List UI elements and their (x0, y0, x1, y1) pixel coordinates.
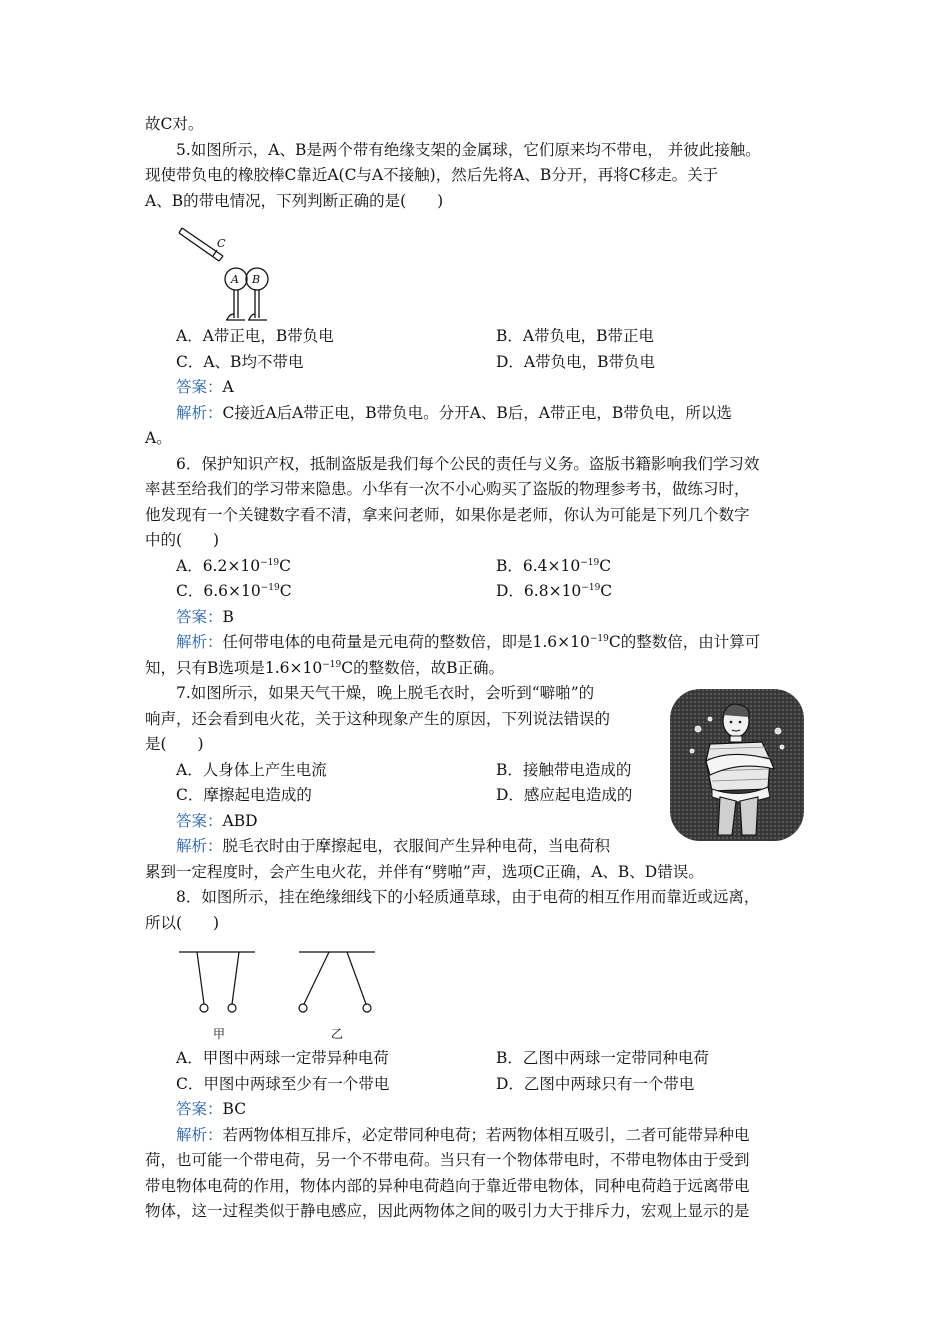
q7-analysis-text-1: 脱毛衣时由于摩擦起电，衣服间产生异种电荷，当电荷积 (222, 837, 611, 855)
q7-stem-line-2: 响声，还会看到电火花，关于这种现象产生的原因，下列说法错误的 (145, 709, 611, 728)
q5-answer-value: A (222, 378, 234, 396)
q5-answer-label: 答案： (176, 378, 223, 396)
question-5 (145, 138, 815, 452)
q7-analysis-line-2: 累到一定程度时，会产生电火花，并伴有“劈啪”声，选项C正确，A、B、D错误。 (145, 862, 704, 881)
q8-figure (145, 936, 815, 1046)
q8-analysis-line-4: 物体，这一过程类似于静电感应，因此两物体之间的吸引力大于排斥力，宏观上显示的是 (145, 1202, 750, 1220)
q8-stem-line-2: 所以( ) (145, 913, 220, 932)
q8-analysis-line-1 (145, 1123, 815, 1149)
q5-answer (145, 375, 815, 401)
q5-option-d: D．A带负电，B带负电 (496, 352, 656, 371)
q7-option-a: A．人身体上产生电流 (176, 760, 327, 779)
q6-option-b: B．$6.4\times 10^{-19}C$ (496, 556, 612, 575)
q6-answer-label: 答案： (176, 607, 223, 626)
q8-answer-label: 答案： (176, 1100, 223, 1118)
q8-stem-line-1: 8．如图所示，挂在绝缘细线下的小轻质通草球，由于电荷的相互作用而靠近或远离， (176, 888, 760, 906)
q8-analysis-line-2: 荷，也可能一个带电荷，另一个不带电荷。当只有一个物体带电时，不带电物体由于受到 (145, 1151, 750, 1169)
q8-options-row-2 (145, 1072, 815, 1098)
label-a: A (231, 273, 239, 286)
q5-analysis-text-1: C接近A后A带正电，B带负电。分开A、B后，A带正电，B带负电，所以选 (222, 403, 732, 422)
q7-answer-value: ABD (222, 811, 258, 830)
label-jia: 甲 (213, 1027, 226, 1041)
q8-answer-value: BC (222, 1100, 247, 1118)
q6-option-d: D．$6.8\times 10^{-19}C$ (496, 582, 613, 600)
q8-answer (145, 1097, 815, 1123)
q6-stem-line-4: 中的( ) (145, 531, 220, 549)
q7-option-c: C．摩擦起电造成的 (176, 786, 312, 804)
q6-stem-line-2: 率甚至给我们的学习带来隐患。小华有一次不小心购买了盗版的物理参考书，做练习时， (145, 480, 750, 498)
q6-stem-line-3: 他发现有一个关键数字看不清，拿来问老师，如果你是老师，你认为可能是下列几个数字 (145, 505, 750, 524)
q7-analysis-line-1 (145, 834, 665, 860)
document-page (145, 112, 815, 1225)
question-7 (145, 681, 815, 885)
q8-analysis-label: 解析： (176, 1125, 223, 1144)
q6-option-a: A．$6.2\times 10^{-19}C$ (176, 556, 291, 575)
q8-options-row-1 (145, 1046, 815, 1072)
hanging-balls-figure (177, 938, 417, 1048)
q6-options-row-2 (145, 579, 815, 605)
q6-analysis-line-2: 知，只有B选项是$1.6\times 10^{-19}C$的整数倍，故B正确。 (145, 658, 505, 677)
q7-options-row-2 (145, 783, 665, 809)
q5-figure (145, 214, 815, 324)
charged-spheres-figure (177, 216, 337, 326)
q6-option-c: C．$6.6\times 10^{-19}C$ (176, 582, 292, 600)
q7-option-b: B．接触带电造成的 (496, 760, 632, 779)
q6-answer-value: B (222, 607, 234, 626)
question-8 (145, 885, 815, 1225)
q8-option-a: A．甲图中两球一定带异种电荷 (176, 1049, 389, 1067)
q5-stem-line-2: 现使带负电的橡胶棒C靠近A(C与A不接触)，然后先将A、B分开，再将C移走。关于 (145, 166, 719, 184)
label-b: B (252, 273, 261, 286)
q5-option-a: A．A带正电，B带负电 (176, 327, 334, 345)
q8-option-d: D．乙图中两球只有一个带电 (496, 1074, 695, 1093)
q5-stem-line-3: A、B的带电情况，下列判断正确的是( ) (145, 191, 444, 210)
q8-option-b: B．乙图中两球一定带同种电荷 (496, 1049, 709, 1067)
q8-analysis-line-3: 带电物体电荷的作用，物体内部的异种电荷趋向于靠近带电物体，同种电荷趋于远离带电 (145, 1176, 750, 1195)
q7-answer-label: 答案： (176, 811, 223, 830)
q5-analysis-line-1 (145, 401, 815, 427)
q7-stem-line-1: 7.如图所示，如果天气干燥，晚上脱毛衣时，会听到“噼啪”的 (176, 684, 595, 702)
q7-analysis-label: 解析： (176, 837, 223, 855)
q8-analysis-text-1: 若两物体相互排斥，必定带同种电荷；若两物体相互吸引，二者可能带异种电 (222, 1125, 750, 1144)
q7-options-row-1 (145, 758, 665, 784)
label-yi: 乙 (331, 1027, 344, 1041)
question-6 (145, 452, 815, 682)
q5-stem-line-1: 5.如图所示，A、B是两个带有绝缘支架的金属球，它们原来均不带电， 并彼此接触。 (176, 140, 761, 159)
q6-analysis-line-1: 解析：任何带电体的电荷量是元电荷的整数倍，即是$1.6\times 10^{-19}C$的整数倍，由计算可 (176, 633, 761, 651)
q5-option-c: C．A、B均不带电 (176, 352, 304, 371)
q5-options-row-1 (145, 324, 815, 350)
q8-option-c: C．甲图中两球至少有一个带电 (176, 1074, 390, 1093)
q5-option-b: B．A带负电，B带正电 (496, 327, 654, 345)
q5-analysis-line-2: A。 (145, 429, 172, 447)
q5-analysis-label: 解析： (176, 403, 223, 422)
q6-options-row-1 (145, 554, 815, 580)
label-c: C (217, 237, 226, 250)
previous-answer-tail: 故C对。 (145, 115, 204, 133)
q6-answer (145, 605, 815, 631)
q5-options-row-2 (145, 350, 815, 376)
sweater-spark-illustration (670, 689, 804, 841)
q6-analysis-label: 解析： (176, 633, 223, 651)
q7-stem-line-3: 是( ) (145, 735, 204, 753)
q7-option-d: D．感应起电造成的 (496, 786, 633, 804)
q7-answer (145, 809, 665, 835)
q6-stem-line-1: 6．保护知识产权，抵制盗版是我们每个公民的责任与义务。盗版书籍影响我们学习效 (176, 454, 760, 473)
